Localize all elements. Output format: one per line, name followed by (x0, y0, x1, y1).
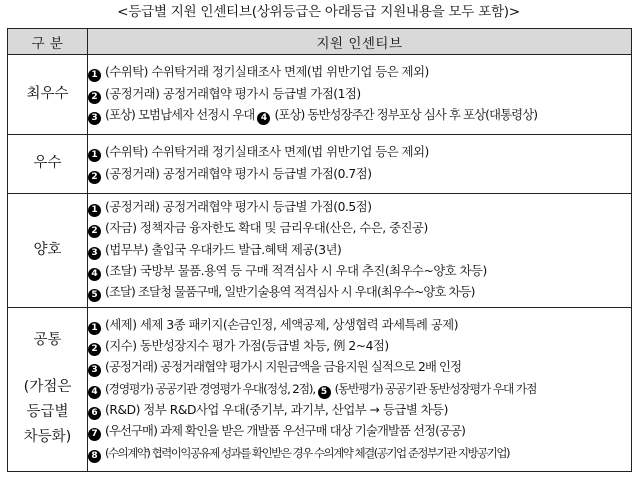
item-text: (조달) 국방부 물품.용역 등 구매 적격심사 시 우대 추진(최우수~양호 차등) (105, 264, 487, 279)
list-item (88, 282, 631, 303)
circled-number-icon: 6 (88, 407, 101, 420)
circled-number-icon: 4 (88, 386, 101, 399)
item-text: (우선구매) 과제 확인을 받은 개발품 우선구매 대상 기술개발품 선정(공공) (105, 424, 466, 439)
circled-number-icon: 8 (88, 450, 101, 463)
incentive-list (88, 193, 632, 307)
item-text: (포상) 동반성장주간 정부포상 심사 후 포상(대통령상) (274, 107, 538, 122)
list-item (88, 315, 631, 336)
page-title: <등급별 지원 인센티브(상위등급은 아래등급 지원내용을 모두 포함)> (117, 4, 520, 20)
item-text: (수위탁) 수위탁거래 정기실태조사 면제(법 위반기업 등은 제외) (105, 65, 429, 80)
category-note: (가점은 (23, 379, 72, 396)
list-item (88, 142, 631, 163)
item-text: (조달) 조달청 물품구매, 일반기술용역 적격심사 시 우대(최우수~양호 차등) (105, 285, 475, 300)
table-row-common (8, 307, 632, 471)
list-item (88, 84, 631, 105)
circled-number-icon: 3 (88, 112, 101, 125)
item-text: (수위탁) 수위탁거래 정기실태조사 면제(법 위반기업 등은 제외) (105, 145, 429, 160)
list-item (88, 240, 631, 261)
incentive-list (88, 134, 632, 193)
list-item (88, 164, 631, 185)
header-incentive: 지원 인센티브 (88, 29, 632, 55)
list-item (88, 105, 631, 126)
item-text: (공정거래) 공정거래협약 평가시 등급별 가점(0.5점) (105, 200, 372, 215)
item-text: (공정거래) 공정거래협약 평가시 등급별 가점(1점) (105, 86, 361, 101)
list-item (88, 443, 631, 464)
list-item (88, 357, 631, 378)
incentive-list (88, 55, 632, 135)
circled-number-icon: 7 (88, 428, 101, 441)
circled-number-icon: 5 (88, 289, 101, 302)
list-item (88, 379, 631, 400)
header-category: 구 분 (8, 29, 88, 55)
incentive-table (7, 28, 632, 472)
category-note: 차등화) (23, 429, 72, 446)
circled-number-icon: 2 (88, 91, 101, 104)
item-text: (공정거래) 공정거래협약 평가시 등급별 가점(0.7점) (105, 166, 372, 181)
circled-number-icon: 3 (88, 247, 101, 260)
category-note: 등급별 (26, 404, 69, 421)
item-text: (지수) 동반성장지수 평가 가점(등급별 차등, 例 2~4점) (105, 339, 389, 354)
circled-number-icon: 2 (88, 225, 101, 238)
list-item (88, 336, 631, 357)
item-text: (공정거래) 공정거래협약 평가시 지원금액을 금융지원 실적으로 2배 인정 (105, 360, 462, 375)
item-text: (법무부) 출입국 우대카드 발급.혜택 제공(3년) (105, 242, 342, 257)
list-item (88, 218, 631, 239)
circled-number-icon: 5 (318, 386, 331, 399)
table-row-good (8, 193, 632, 307)
list-item (88, 261, 631, 282)
circled-number-icon: 1 (88, 204, 101, 217)
list-item (88, 400, 631, 421)
circled-number-icon: 2 (88, 171, 101, 184)
list-item (88, 62, 631, 83)
circled-number-icon: 2 (88, 343, 101, 356)
circled-number-icon: 3 (88, 364, 101, 377)
circled-number-icon: 4 (257, 112, 270, 125)
circled-number-icon: 4 (88, 268, 101, 281)
circled-number-icon: 1 (88, 322, 101, 335)
item-text: (수의계약) 협력이익공유제 성과를 확인받은 경우 수의계약 체결(공기업 준정부기관 지방공기업) (105, 445, 509, 460)
table-row-top-grade (8, 55, 632, 135)
circled-number-icon: 1 (88, 149, 101, 162)
category-cell: 양호 (8, 193, 88, 307)
category-cell: 우수 (8, 134, 88, 193)
item-text: (세제) 세제 3종 패키지(손금인정, 세액공제, 상생협력 과세특례 공제) (105, 317, 459, 332)
category-cell (8, 307, 88, 471)
item-text: (자금) 정책자금 융자한도 확대 및 금리우대(산은, 수은, 중진공) (105, 221, 428, 236)
header-row (8, 29, 632, 55)
list-item (88, 197, 631, 218)
category-cell: 최우수 (8, 55, 88, 135)
category-label: 공통 (33, 332, 62, 349)
list-item (88, 421, 631, 442)
item-text: (경영평가) 공공기관 경영평가 우대(정성, 2점), (105, 381, 315, 396)
table-row-excellent (8, 134, 632, 193)
item-text: (포상) 모범납세자 선정시 우대 (105, 107, 255, 122)
item-text: (동반평가) 공공기관 동반성장평가 우대 가점 (334, 381, 537, 396)
item-text: (R&D) 정부 R&D사업 우대(중기부, 과기부, 산업부 → 등급별 차등) (105, 403, 448, 418)
circled-number-icon: 1 (88, 69, 101, 82)
incentive-list (88, 307, 632, 471)
